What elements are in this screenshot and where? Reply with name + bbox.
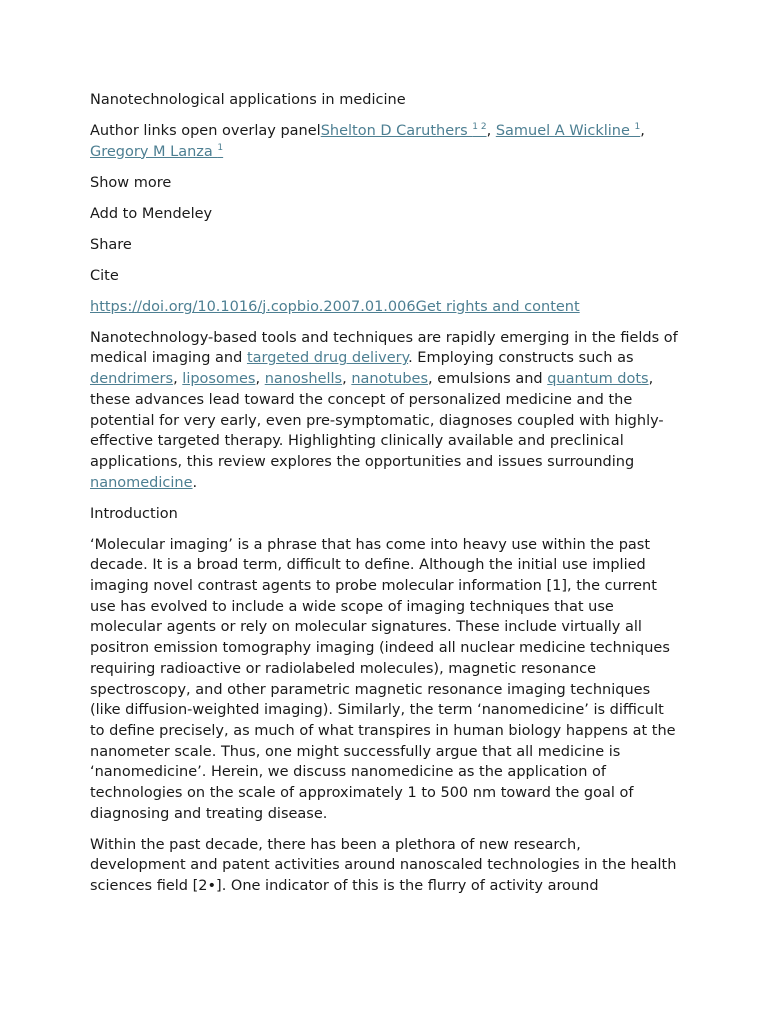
- author-link-lanza[interactable]: [90, 144, 223, 160]
- abstract-text: ,: [173, 371, 183, 388]
- show-more-button[interactable]: Show more: [90, 174, 172, 191]
- link-targeted-drug-delivery[interactable]: targeted drug delivery: [246, 350, 409, 367]
- add-to-mendeley-button[interactable]: Add to Mendeley: [90, 205, 213, 222]
- introduction-paragraph-1: ‘Molecular imaging’ is a phrase that has come into heavy use within the past decade. It is a broad term, difficult to define. Although the initial use implied imaging novel contrast agents to probe molecular information [1], the current use has evolved to include a wide scope of imaging techniques that use molecular agents or rely on molecular signatures. These include virtually all positron emission tomography imaging (indeed all nuclear medicine techniques requiring radioactive or radiolabeled molecules), magnetic resonance spectroscopy, and other parametric magnetic resonance imaging techniques (like diffusion-weighted imaging). Similarly, the term ‘nanomedicine’ is difficult to define precisely, as much of what transpires in human biology happens at the nanometer scale. Thus, one might successfully argue that all medicine is ‘nanomedicine’. Herein, we discuss nanomedicine as the application of technologies on the scale of approximately 1 to 500 nm toward the goal of diagnosing and treating disease.: [90, 536, 676, 822]
- author-separator: ,: [640, 123, 645, 139]
- author-affiliation: 1: [634, 122, 641, 132]
- link-nanotubes[interactable]: nanotubes: [351, 371, 429, 388]
- introduction-heading: Introduction: [90, 505, 178, 522]
- cite-button[interactable]: Cite: [90, 267, 119, 284]
- author-line: [90, 121, 678, 162]
- author-affiliation: 1: [217, 142, 224, 153]
- author-name: Gregory M Lanza: [90, 143, 218, 160]
- article-title: Nanotechnological applications in medicine: [90, 92, 406, 108]
- link-nanomedicine[interactable]: nanomedicine: [90, 474, 193, 491]
- abstract-text: , these advances lead toward the concept of personalized medicine and the potential for very early, even pre-symptomatic, diagnoses coupled with highly-effective targeted therapy. Highlighting clinically available and preclinical applications, this review explores the opportunities and issues surrounding: [90, 371, 664, 470]
- author-link-caruthers[interactable]: [321, 123, 487, 139]
- link-dendrimers[interactable]: dendrimers: [90, 371, 174, 388]
- author-links-label[interactable]: Author links open overlay panel: [90, 123, 321, 139]
- author-name: Shelton D Caruthers: [320, 123, 473, 139]
- author-affiliation: 1 2: [472, 122, 487, 132]
- author-name: Samuel A Wickline: [495, 123, 635, 139]
- doi-link[interactable]: https://doi.org/10.1016/j.copbio.2007.01.006: [90, 298, 416, 315]
- abstract-text: , emulsions and: [428, 371, 548, 388]
- author-separator: ,: [486, 123, 496, 139]
- author-link-wickline[interactable]: [496, 123, 640, 139]
- link-liposomes[interactable]: liposomes: [182, 371, 256, 388]
- rights-link[interactable]: Get rights and content: [415, 298, 580, 315]
- abstract-paragraph: [90, 328, 678, 494]
- share-button[interactable]: Share: [90, 236, 132, 253]
- introduction-paragraph-2: Within the past decade, there has been a plethora of new research, development and patent activities around nanoscaled technologies in the health sciences field [2•]. One indicator of this is the flurry of activity around: [90, 836, 677, 895]
- abstract-text: Nanotechnology-based tools and techniques are rapidly emerging in the fields of medical imaging and: [90, 329, 678, 367]
- link-nanoshells[interactable]: nanoshells: [264, 371, 343, 388]
- abstract-text: ,: [255, 371, 265, 388]
- abstract-text: . Employing constructs such as: [408, 350, 634, 367]
- abstract-text: .: [192, 474, 198, 491]
- abstract-text: ,: [342, 371, 352, 388]
- doi-line: [90, 297, 678, 318]
- link-quantum-dots[interactable]: quantum dots: [547, 371, 649, 388]
